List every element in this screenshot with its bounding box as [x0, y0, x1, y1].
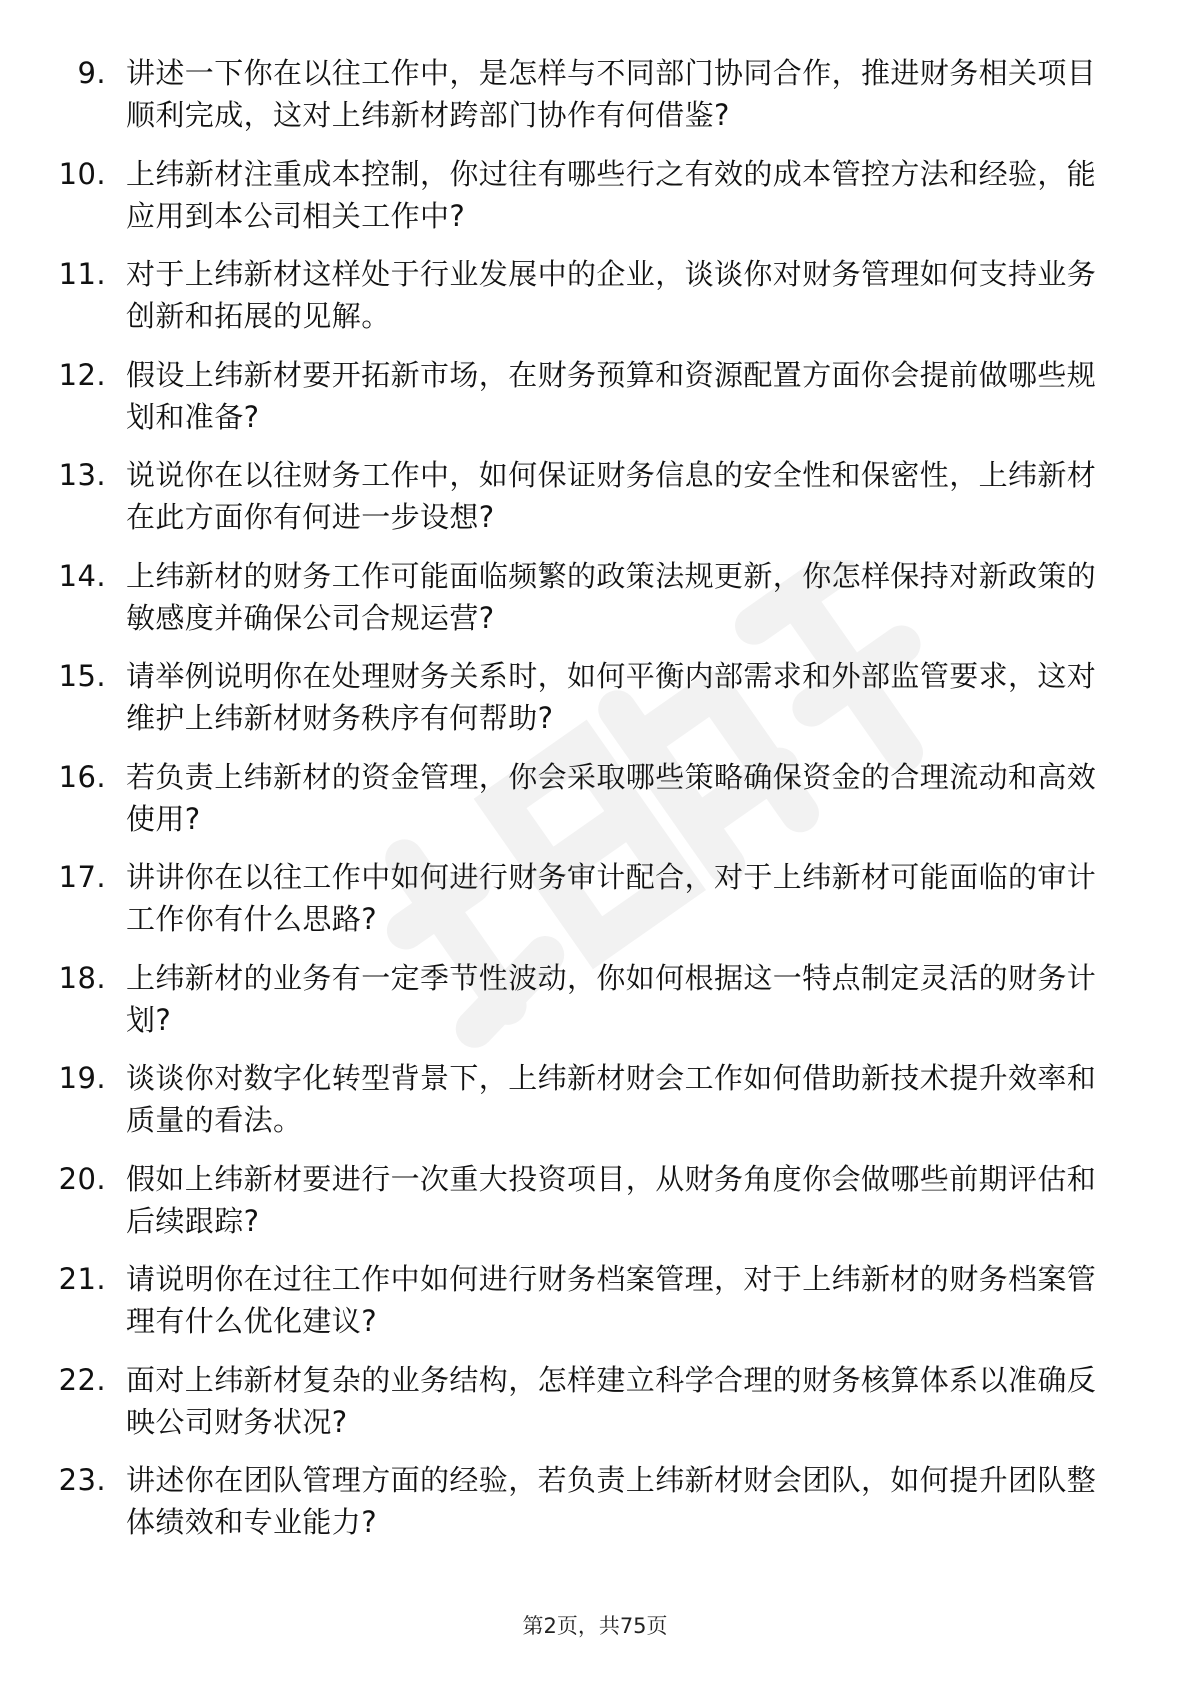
question-number: 20. — [58, 1161, 106, 1196]
question-item — [52, 655, 1122, 739]
question-item — [52, 354, 1122, 438]
question-item — [52, 1359, 1122, 1443]
question-item — [52, 1057, 1122, 1141]
question-text: 面对上纬新材复杂的业务结构，怎样建立科学合理的财务核算体系以准确反映公司财务状况? — [126, 1362, 1097, 1439]
question-number: 17. — [58, 860, 106, 894]
question-text: 假设上纬新材要开拓新市场，在财务预算和资源配置方面你会提前做哪些规划和准备? — [126, 357, 1097, 434]
question-number: 18. — [58, 960, 106, 995]
question-number: 23. — [58, 1463, 106, 1497]
question-text: 对于上纬新材这样处于行业发展中的企业，谈谈你对财务管理如何支持业务创新和拓展的见解。 — [126, 257, 1097, 333]
question-item — [52, 555, 1122, 639]
question-number: 15. — [58, 659, 106, 693]
question-text: 假如上纬新材要进行一次重大投资项目，从财务角度你会做哪些前期评估和后续跟踪? — [126, 1161, 1097, 1238]
question-item — [52, 52, 1122, 136]
question-number: 21. — [58, 1262, 106, 1296]
question-number: 19. — [58, 1061, 106, 1095]
question-number: 9. — [77, 56, 106, 90]
question-text: 上纬新材的业务有一定季节性波动，你如何根据这一特点制定灵活的财务计划? — [126, 960, 1097, 1037]
question-number: 11. — [58, 257, 106, 291]
question-text: 谈谈你对数字化转型背景下，上纬新材财会工作如何借助新技术提升效率和质量的看法。 — [126, 1061, 1097, 1137]
question-number: 12. — [58, 357, 106, 392]
question-item — [52, 1459, 1122, 1543]
question-item — [52, 153, 1122, 237]
question-text: 请举例说明你在处理财务关系时，如何平衡内部需求和外部监管要求，这对维护上纬新材财务秩序有何帮助? — [126, 659, 1097, 735]
question-item — [52, 1258, 1122, 1342]
question-number: 14. — [58, 558, 106, 593]
question-text: 请说明你在过往工作中如何进行财务档案管理，对于上纬新材的财务档案管理有什么优化建议? — [126, 1262, 1097, 1338]
question-number: 13. — [58, 458, 106, 492]
page-indicator: 第2页，共75页 — [522, 1614, 668, 1638]
question-item — [52, 856, 1122, 940]
question-number: 22. — [58, 1362, 106, 1397]
question-text: 说说你在以往财务工作中，如何保证财务信息的安全性和保密性，上纬新材在此方面你有何进一步设想? — [126, 458, 1097, 534]
question-text: 讲讲你在以往工作中如何进行财务审计配合，对于上纬新材可能面临的审计工作你有什么思路? — [126, 860, 1097, 936]
question-text: 讲述一下你在以往工作中，是怎样与不同部门协同合作，推进财务相关项目顺利完成，这对上纬新材跨部门协作有何借鉴? — [126, 56, 1097, 132]
question-text: 若负责上纬新材的资金管理，你会采取哪些策略确保资金的合理流动和高效使用? — [126, 759, 1097, 836]
question-text: 讲述你在团队管理方面的经验，若负责上纬新材财会团队，如何提升团队整体绩效和专业能力? — [126, 1463, 1097, 1539]
question-number: 10. — [58, 156, 106, 191]
question-item — [52, 253, 1122, 337]
question-item — [52, 1158, 1122, 1242]
question-item — [52, 454, 1122, 538]
question-item — [52, 957, 1122, 1041]
question-text: 上纬新材的财务工作可能面临频繁的政策法规更新，你怎样保持对新政策的敏感度并确保公司合规运营? — [126, 558, 1097, 635]
question-number: 16. — [58, 759, 106, 794]
question-text: 上纬新材注重成本控制，你过往有哪些行之有效的成本管控方法和经验，能应用到本公司相关工作中? — [126, 156, 1097, 233]
interview-question-list — [52, 52, 1122, 1560]
question-item — [52, 756, 1122, 840]
